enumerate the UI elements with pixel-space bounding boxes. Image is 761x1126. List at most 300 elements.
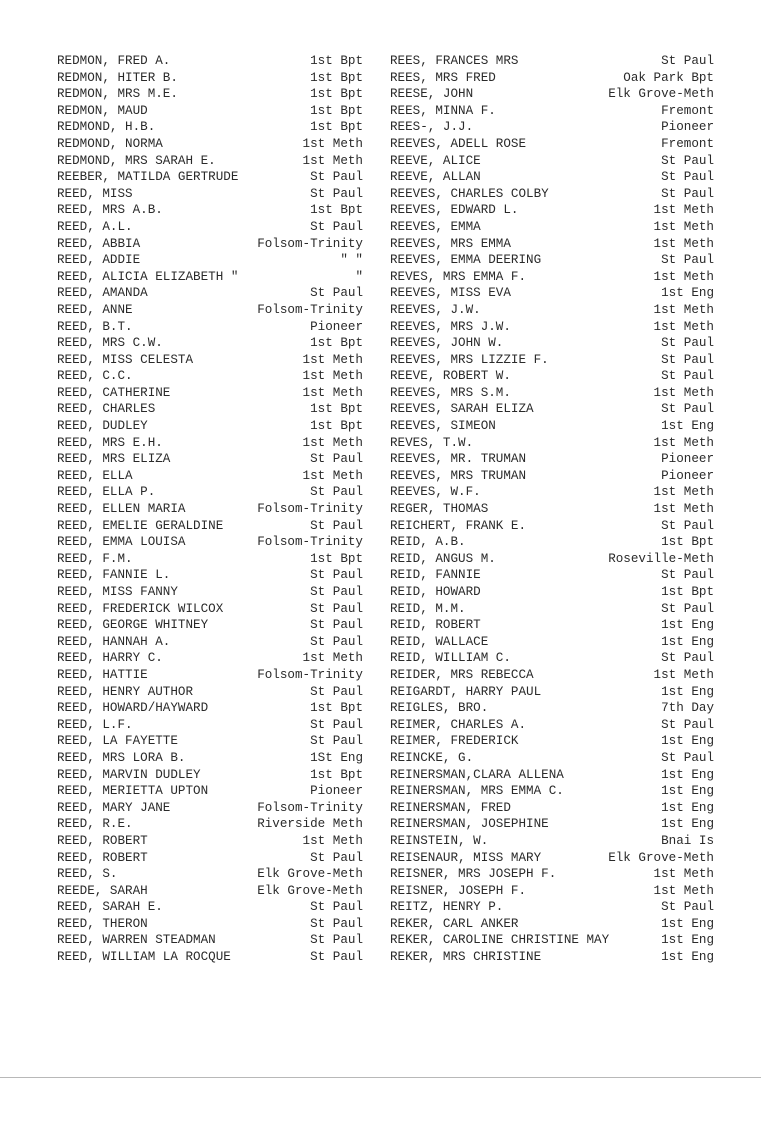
entry-church: Pioneer — [310, 784, 363, 799]
entry-church: St Paul — [661, 601, 714, 616]
entry-name: REEVES, J.W. — [390, 302, 481, 317]
list-item — [57, 285, 363, 302]
entry-name: REINCKE, G. — [390, 750, 474, 765]
list-item — [390, 850, 714, 867]
list-item — [390, 883, 714, 900]
list-item — [390, 236, 714, 253]
list-item — [390, 684, 714, 701]
list-item — [57, 601, 363, 618]
entry-name: REKER, CARL ANKER — [390, 916, 519, 931]
list-item — [390, 435, 714, 452]
entry-church: St Paul — [661, 170, 714, 185]
list-item — [57, 650, 363, 667]
entry-church: 1st Eng — [661, 817, 714, 832]
list-item — [390, 70, 714, 87]
entry-church: Folsom-Trinity — [257, 502, 363, 517]
list-item — [57, 401, 363, 418]
entry-church: Folsom-Trinity — [257, 535, 363, 550]
list-item — [390, 750, 714, 767]
entry-name: REIGLES, BRO. — [390, 701, 489, 716]
entry-church: 1st Meth — [653, 203, 714, 218]
entry-name: REEVES, MRS EMMA — [390, 236, 511, 251]
entry-church: Pioneer — [310, 319, 363, 334]
entry-name: REED, EMELIE GERALDINE — [57, 518, 224, 533]
list-item — [390, 916, 714, 933]
entry-church: St Paul — [310, 717, 363, 732]
entry-church: Elk Grove-Meth — [608, 87, 714, 102]
list-item — [390, 551, 714, 568]
list-item — [390, 269, 714, 286]
entry-church: St Paul — [310, 485, 363, 500]
entry-name: REID, A.B. — [390, 535, 466, 550]
list-item — [57, 202, 363, 219]
entry-name: REED, ELLEN MARIA — [57, 502, 186, 517]
entry-church: St Paul — [661, 186, 714, 201]
entry-church: 1st Meth — [653, 319, 714, 334]
list-item — [57, 385, 363, 402]
entry-name: REEVES, JOHN W. — [390, 336, 504, 351]
entry-church: St Paul — [310, 568, 363, 583]
list-item — [57, 518, 363, 535]
list-item — [57, 236, 363, 253]
list-item — [57, 319, 363, 336]
entry-name: REIGARDT, HARRY PAUL — [390, 684, 542, 699]
list-item — [390, 833, 714, 850]
entry-church: St Paul — [310, 734, 363, 749]
list-item — [57, 53, 363, 70]
entry-name: REED, ELLA — [57, 468, 133, 483]
entry-church: St Paul — [310, 452, 363, 467]
entry-name: REKER, MRS CHRISTINE — [390, 950, 542, 965]
entry-name: REED, CATHERINE — [57, 385, 171, 400]
entry-church: Pioneer — [661, 468, 714, 483]
entry-church: 1St Eng — [310, 750, 363, 765]
entry-name: REVES, T.W. — [390, 435, 474, 450]
entry-name: REDMON, HITER B. — [57, 70, 178, 85]
list-item — [57, 567, 363, 584]
entry-church: 7th Day — [661, 701, 714, 716]
entry-church: St Paul — [310, 518, 363, 533]
entry-church: Pioneer — [661, 452, 714, 467]
entry-name: REED, ROBERT — [57, 833, 148, 848]
entry-church: 1st Bpt — [661, 585, 714, 599]
entry-church: 1st Eng — [661, 767, 714, 782]
list-item — [390, 667, 714, 684]
entry-church: 1st Bpt — [310, 54, 363, 68]
list-item — [57, 169, 363, 186]
list-item — [390, 153, 714, 170]
entry-name: REINERSMAN, MRS EMMA C. — [390, 784, 564, 799]
entry-church: " — [355, 269, 363, 284]
entry-church: St Paul — [310, 933, 363, 948]
entry-church: St Paul — [661, 352, 714, 367]
entry-church: 1st Meth — [653, 667, 714, 682]
list-item — [390, 119, 714, 136]
list-item — [390, 401, 714, 418]
list-item — [390, 484, 714, 501]
entry-name: REEVES, MRS S.M. — [390, 385, 511, 400]
entry-church: St Paul — [661, 402, 714, 417]
entry-church: Oak Park Bpt — [623, 70, 714, 85]
list-item — [57, 684, 363, 701]
list-item — [57, 335, 363, 352]
entry-name: REED, MRS E.H. — [57, 435, 163, 450]
entry-church: 1st Meth — [653, 485, 714, 500]
entry-church: 1st Bpt — [310, 120, 363, 135]
list-item — [390, 86, 714, 103]
list-item — [390, 899, 714, 916]
list-item — [390, 368, 714, 385]
entry-name: REED, WARREN STEADMAN — [57, 933, 216, 948]
entry-church: St Paul — [310, 601, 363, 616]
list-item — [57, 501, 363, 518]
entry-name: REED, MARVIN DUDLEY — [57, 767, 201, 782]
list-item — [57, 634, 363, 651]
entry-church: 1st Meth — [653, 435, 714, 450]
entry-name: REDMOND, H.B. — [57, 120, 156, 135]
entry-name: REEVES, MRS LIZZIE F. — [390, 352, 549, 367]
entry-church: " " — [340, 253, 363, 268]
entry-name: REISNER, MRS JOSEPH F. — [390, 867, 557, 882]
entry-name: REED, ELLA P. — [57, 485, 156, 500]
entry-church: 1st Meth — [302, 833, 363, 848]
list-item — [57, 916, 363, 933]
entry-name: REED, HANNAH A. — [57, 634, 171, 649]
list-item — [390, 534, 714, 551]
entry-name: REID, ANGUS M. — [390, 551, 496, 566]
list-item — [57, 700, 363, 717]
entry-church: 1st Bpt — [310, 402, 363, 417]
entry-name: REID, ROBERT — [390, 618, 481, 633]
entry-church: St Paul — [310, 634, 363, 649]
entry-name: REEVES, MR. TRUMAN — [390, 452, 527, 467]
entry-church: St Paul — [661, 518, 714, 533]
list-item — [390, 103, 714, 120]
entry-name: REEVE, ROBERT W. — [390, 369, 511, 384]
entry-name: REKER, CAROLINE CHRISTINE MAY — [390, 933, 610, 948]
entry-church: 1st Eng — [661, 684, 714, 699]
entry-church: 1st Eng — [661, 800, 714, 815]
entry-name: REEVE, ALICE — [390, 153, 481, 168]
list-item — [390, 700, 714, 717]
entry-name: REED, LA FAYETTE — [57, 734, 178, 749]
entry-name: REIMER, FREDERICK — [390, 734, 519, 749]
entry-name: REES-, J.J. — [390, 120, 474, 135]
entry-church: St Paul — [310, 900, 363, 915]
entry-name: REID, WILLIAM C. — [390, 651, 511, 666]
entry-name: REEDE, SARAH — [57, 883, 148, 898]
list-item — [57, 302, 363, 319]
entry-name: REED, CHARLES — [57, 402, 156, 417]
entry-church: St Paul — [310, 219, 363, 234]
entry-name: REESE, JOHN — [390, 87, 474, 102]
entry-church: St Paul — [661, 750, 714, 765]
list-item — [390, 601, 714, 618]
entry-name: REEVES, W.F. — [390, 485, 481, 500]
list-item — [390, 501, 714, 518]
entry-church: St Paul — [661, 900, 714, 915]
entry-church: 1st Meth — [302, 136, 363, 151]
entry-church: 1st Bpt — [310, 551, 363, 566]
list-item — [57, 468, 363, 485]
list-item — [390, 451, 714, 468]
entry-church: 1st Bpt — [310, 701, 363, 716]
entry-church: St Paul — [661, 336, 714, 351]
list-item — [390, 418, 714, 435]
entry-church: Elk Grove-Meth — [257, 883, 363, 898]
entry-name: REDMON, FRED A. — [57, 54, 171, 68]
list-item — [57, 551, 363, 568]
entry-name: REED, MISS — [57, 186, 133, 201]
entry-church: 1st Eng — [661, 419, 714, 434]
entry-name: REED, EMMA LOUISA — [57, 535, 186, 550]
entry-name: REED, MERIETTA UPTON — [57, 784, 209, 799]
list-item — [390, 136, 714, 153]
list-item — [57, 435, 363, 452]
entry-church: 1st Eng — [661, 634, 714, 649]
list-item — [390, 169, 714, 186]
list-item — [57, 617, 363, 634]
entry-church: 1st Eng — [661, 933, 714, 948]
right-column — [390, 53, 714, 966]
entry-name: REEVES, MRS J.W. — [390, 319, 511, 334]
entry-church: 1st Meth — [653, 302, 714, 317]
entry-church: St Paul — [661, 717, 714, 732]
list-item — [390, 650, 714, 667]
entry-church: 1st Eng — [661, 618, 714, 633]
entry-church: St Paul — [661, 369, 714, 384]
list-item — [57, 368, 363, 385]
entry-church: Folsom-Trinity — [257, 800, 363, 815]
entry-church: 1st Bpt — [310, 767, 363, 782]
entry-name: REVES, MRS EMMA F. — [390, 269, 527, 284]
entry-name: REDMOND, MRS SARAH E. — [57, 153, 216, 168]
list-item — [57, 136, 363, 153]
entry-church: St Paul — [661, 253, 714, 268]
entry-name: REED, MARY JANE — [57, 800, 171, 815]
entry-name: REIMER, CHARLES A. — [390, 717, 527, 732]
entry-name: REEVES, CHARLES COLBY — [390, 186, 549, 201]
entry-name: REID, WALLACE — [390, 634, 489, 649]
list-item — [390, 866, 714, 883]
entry-name: REEVES, EDWARD L. — [390, 203, 519, 218]
list-item — [390, 617, 714, 634]
entry-name: REED, R.E. — [57, 817, 133, 832]
list-item — [57, 883, 363, 900]
list-item — [57, 70, 363, 87]
entry-name: REEVES, ADELL ROSE — [390, 136, 527, 151]
list-item — [390, 202, 714, 219]
entry-name: REED, HARRY C. — [57, 651, 163, 666]
entry-name: REIDER, MRS REBECCA — [390, 667, 534, 682]
list-item — [390, 53, 714, 70]
entry-name: REED, MISS FANNY — [57, 585, 178, 599]
list-item — [390, 733, 714, 750]
list-item — [57, 750, 363, 767]
entry-church: St Paul — [310, 950, 363, 965]
entry-name: REINERSMAN,CLARA ALLENA — [390, 767, 564, 782]
list-item — [57, 119, 363, 136]
entry-church: 1st Bpt — [310, 419, 363, 434]
list-item — [57, 252, 363, 269]
entry-church: St Paul — [310, 618, 363, 633]
list-item — [57, 783, 363, 800]
list-item — [57, 584, 363, 601]
entry-church: 1st Meth — [302, 369, 363, 384]
entry-church: St Paul — [661, 651, 714, 666]
entry-name: REEVES, SIMEON — [390, 419, 496, 434]
entry-name: REINERSMAN, JOSEPHINE — [390, 817, 549, 832]
list-item — [57, 219, 363, 236]
entry-name: REDMOND, NORMA — [57, 136, 163, 151]
entry-name: REISENAUR, MISS MARY — [390, 850, 542, 865]
entry-church: 1st Bpt — [310, 203, 363, 218]
entry-church: St Paul — [310, 585, 363, 599]
list-item — [57, 949, 363, 966]
list-item — [390, 352, 714, 369]
entry-name: REINERSMAN, FRED — [390, 800, 511, 815]
entry-church: 1st Eng — [661, 784, 714, 799]
list-item — [390, 949, 714, 966]
entry-church: 1st Eng — [661, 734, 714, 749]
entry-name: REED, A.L. — [57, 219, 133, 234]
entry-church: Riverside Meth — [257, 817, 363, 832]
list-item — [390, 219, 714, 236]
entry-name: REED, C.C. — [57, 369, 133, 384]
entry-church: 1st Meth — [653, 219, 714, 234]
entry-church: Fremont — [661, 136, 714, 151]
entry-name: REID, HOWARD — [390, 585, 481, 599]
list-item — [390, 634, 714, 651]
entry-name: REED, SARAH E. — [57, 900, 163, 915]
entry-name: REID, M.M. — [390, 601, 466, 616]
entry-name: REINSTEIN, W. — [390, 833, 489, 848]
entry-name: REED, MRS C.W. — [57, 336, 163, 351]
list-item — [57, 484, 363, 501]
entry-church: St Paul — [310, 170, 363, 185]
entry-name: REITZ, HENRY P. — [390, 900, 504, 915]
entry-church: 1st Eng — [661, 286, 714, 301]
list-item — [57, 932, 363, 949]
entry-name: REED, MRS LORA B. — [57, 750, 186, 765]
list-item — [390, 567, 714, 584]
entry-name: REEBER, MATILDA GERTRUDE — [57, 170, 239, 185]
list-item — [390, 518, 714, 535]
list-item — [57, 186, 363, 203]
entry-church: 1st Eng — [661, 916, 714, 931]
entry-name: REED, DUDLEY — [57, 419, 148, 434]
entry-name: REEVES, EMMA DEERING — [390, 253, 542, 268]
list-item — [390, 800, 714, 817]
entry-church: St Paul — [661, 568, 714, 583]
entry-church: Roseville-Meth — [608, 551, 714, 566]
entry-name: REES, MINNA F. — [390, 103, 496, 118]
entry-name: REED, ANNE — [57, 302, 133, 317]
entry-church: Folsom-Trinity — [257, 236, 363, 251]
list-item — [390, 783, 714, 800]
entry-church: 1st Meth — [653, 867, 714, 882]
entry-church: St Paul — [310, 850, 363, 865]
entry-name: REES, FRANCES MRS — [390, 54, 519, 68]
entry-church: 1st Meth — [653, 269, 714, 284]
list-item — [390, 335, 714, 352]
list-item — [390, 717, 714, 734]
entry-church: Folsom-Trinity — [257, 667, 363, 682]
entry-name: REED, HENRY AUTHOR — [57, 684, 194, 699]
list-item — [390, 186, 714, 203]
entry-church: St Paul — [310, 186, 363, 201]
entry-name: REED, HOWARD/HAYWARD — [57, 701, 209, 716]
entry-name: REED, HATTIE — [57, 667, 148, 682]
entry-church: 1st Eng — [661, 950, 714, 965]
entry-name: REES, MRS FRED — [390, 70, 496, 85]
list-item — [390, 468, 714, 485]
entry-church: St Paul — [310, 286, 363, 301]
entry-name: REED, F.M. — [57, 551, 133, 566]
entry-name: REED, WILLIAM LA ROCQUE — [57, 950, 231, 965]
list-item — [57, 866, 363, 883]
entry-name: REED, S. — [57, 867, 118, 882]
list-item — [57, 899, 363, 916]
list-item — [390, 285, 714, 302]
entry-church: 1st Meth — [653, 502, 714, 517]
list-item — [57, 800, 363, 817]
entry-name: REED, B.T. — [57, 319, 133, 334]
entry-name: REED, L.F. — [57, 717, 133, 732]
entry-name: REED, ROBERT — [57, 850, 148, 865]
entry-church: 1st Meth — [653, 236, 714, 251]
entry-church: 1st Meth — [302, 153, 363, 168]
entry-name: REED, THERON — [57, 916, 148, 931]
list-item — [57, 816, 363, 833]
entry-church: 1st Meth — [653, 883, 714, 898]
entry-church: 1st Meth — [302, 352, 363, 367]
entry-name: REISNER, JOSEPH F. — [390, 883, 527, 898]
list-item — [390, 767, 714, 784]
entry-church: 1st Meth — [653, 385, 714, 400]
entry-church: 1st Bpt — [310, 70, 363, 85]
entry-name: REICHERT, FRANK E. — [390, 518, 527, 533]
list-item — [390, 816, 714, 833]
entry-name: REED, GEORGE WHITNEY — [57, 618, 209, 633]
entry-church: St Paul — [310, 916, 363, 931]
entry-church: 1st Meth — [302, 651, 363, 666]
entry-church: St Paul — [661, 54, 714, 68]
list-item — [390, 252, 714, 269]
list-item — [390, 319, 714, 336]
entry-name: REED, MISS CELESTA — [57, 352, 194, 367]
list-item — [57, 767, 363, 784]
entry-name: REEVES, MRS TRUMAN — [390, 468, 527, 483]
entry-name: REED, MRS A.B. — [57, 203, 163, 218]
list-item — [57, 418, 363, 435]
entry-name: REED, MRS ELIZA — [57, 452, 171, 467]
entry-name: REED, ALICIA ELIZABETH " — [57, 269, 239, 284]
list-item — [57, 733, 363, 750]
list-item — [57, 269, 363, 286]
list-item — [57, 153, 363, 170]
entry-church: Elk Grove-Meth — [257, 867, 363, 882]
entry-name: REED, AMANDA — [57, 286, 148, 301]
list-item — [57, 451, 363, 468]
entry-church: Folsom-Trinity — [257, 302, 363, 317]
list-item — [390, 385, 714, 402]
entry-name: REEVES, EMMA — [390, 219, 481, 234]
entry-church: Elk Grove-Meth — [608, 850, 714, 865]
entry-church: 1st Meth — [302, 468, 363, 483]
entry-church: 1st Meth — [302, 435, 363, 450]
entry-name: REEVES, MISS EVA — [390, 286, 511, 301]
